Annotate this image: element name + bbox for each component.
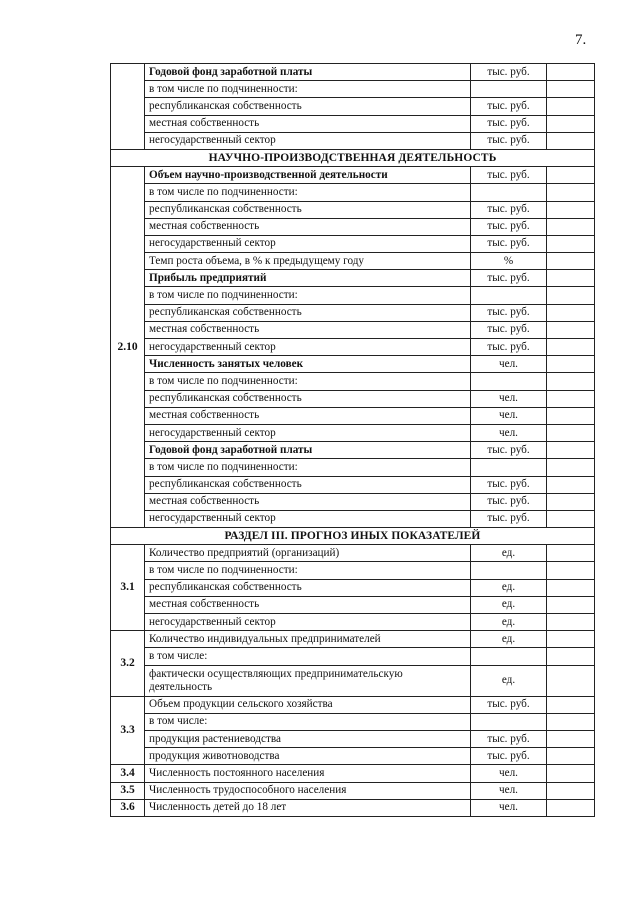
indicator-label: в том числе по подчиненности:	[145, 81, 471, 98]
indicator-label: в том числе по подчиненности:	[145, 287, 471, 304]
table-row	[111, 424, 595, 441]
table-row	[111, 115, 595, 132]
value-cell[interactable]	[547, 373, 595, 390]
value-cell[interactable]	[547, 665, 595, 696]
table-row	[111, 407, 595, 424]
unit-cell: чел.	[471, 799, 547, 816]
indicator-label: негосударственный сектор	[145, 339, 471, 356]
row-number: 3.4	[111, 765, 145, 782]
indicator-label: фактически осуществляющих предпринимательскую деятельность	[145, 665, 471, 696]
table-row	[111, 253, 595, 270]
table-row	[111, 614, 595, 631]
unit-cell: тыс. руб.	[471, 339, 547, 356]
table-row	[111, 648, 595, 665]
unit-cell: тыс. руб.	[471, 167, 547, 184]
value-cell[interactable]	[547, 218, 595, 235]
value-cell[interactable]	[547, 748, 595, 765]
indicator-label: местная собственность	[145, 218, 471, 235]
table-row	[111, 235, 595, 252]
section-header-row	[111, 528, 595, 545]
unit-cell: тыс. руб.	[471, 132, 547, 149]
unit-cell: чел.	[471, 782, 547, 799]
table-row	[111, 339, 595, 356]
row-number: 2.10	[111, 167, 145, 528]
unit-cell	[471, 287, 547, 304]
table-row	[111, 579, 595, 596]
unit-cell: тыс. руб.	[471, 64, 547, 81]
unit-cell: ед.	[471, 579, 547, 596]
unit-cell: тыс. руб.	[471, 493, 547, 510]
indicator-label: Объем продукции сельского хозяйства	[145, 696, 471, 713]
row-number	[111, 64, 145, 150]
indicator-label: негосударственный сектор	[145, 614, 471, 631]
table-row	[111, 390, 595, 407]
value-cell[interactable]	[547, 270, 595, 287]
forecast-table	[110, 63, 595, 817]
row-number: 3.6	[111, 799, 145, 816]
indicator-label: республиканская собственность	[145, 201, 471, 218]
indicator-label: Количество предприятий (организаций)	[145, 545, 471, 562]
unit-cell: тыс. руб.	[471, 696, 547, 713]
unit-cell: тыс. руб.	[471, 270, 547, 287]
value-cell[interactable]	[547, 562, 595, 579]
value-cell[interactable]	[547, 579, 595, 596]
unit-cell	[471, 459, 547, 476]
indicator-label: в том числе по подчиненности:	[145, 373, 471, 390]
unit-cell: тыс. руб.	[471, 321, 547, 338]
value-cell[interactable]	[547, 696, 595, 713]
table-row	[111, 631, 595, 648]
unit-cell	[471, 81, 547, 98]
value-cell[interactable]	[547, 98, 595, 115]
value-cell[interactable]	[547, 253, 595, 270]
value-cell[interactable]	[547, 64, 595, 81]
unit-cell: чел.	[471, 390, 547, 407]
table-row	[111, 545, 595, 562]
unit-cell: тыс. руб.	[471, 201, 547, 218]
value-cell[interactable]	[547, 287, 595, 304]
unit-cell: тыс. руб.	[471, 115, 547, 132]
indicator-label: негосударственный сектор	[145, 132, 471, 149]
indicator-label: в том числе:	[145, 713, 471, 730]
value-cell[interactable]	[547, 407, 595, 424]
unit-cell	[471, 373, 547, 390]
unit-cell: тыс. руб.	[471, 98, 547, 115]
value-cell[interactable]	[547, 424, 595, 441]
table-row	[111, 782, 595, 799]
indicator-label: негосударственный сектор	[145, 424, 471, 441]
unit-cell: тыс. руб.	[471, 304, 547, 321]
table-row	[111, 201, 595, 218]
value-cell[interactable]	[547, 476, 595, 493]
table-row	[111, 132, 595, 149]
row-number: 3.2	[111, 631, 145, 696]
value-cell[interactable]	[547, 339, 595, 356]
value-cell[interactable]	[547, 81, 595, 98]
row-number: 3.3	[111, 696, 145, 765]
table-row	[111, 321, 595, 338]
section-header-row	[111, 149, 595, 166]
value-cell[interactable]	[547, 132, 595, 149]
table-row	[111, 167, 595, 184]
value-cell[interactable]	[547, 442, 595, 459]
table-row	[111, 270, 595, 287]
indicator-label: Годовой фонд заработной платы	[145, 64, 471, 81]
value-cell[interactable]	[547, 782, 595, 799]
value-cell[interactable]	[547, 115, 595, 132]
unit-cell: чел.	[471, 356, 547, 373]
indicator-label: республиканская собственность	[145, 304, 471, 321]
value-cell[interactable]	[547, 184, 595, 201]
table-row	[111, 562, 595, 579]
value-cell[interactable]	[547, 356, 595, 373]
indicator-label: Численность занятых человек	[145, 356, 471, 373]
unit-cell: тыс. руб.	[471, 730, 547, 747]
indicator-label: Численность трудоспособного населения	[145, 782, 471, 799]
table-row	[111, 64, 595, 81]
table-row	[111, 748, 595, 765]
unit-cell: ед.	[471, 596, 547, 613]
indicator-label: республиканская собственность	[145, 98, 471, 115]
unit-cell: ед.	[471, 665, 547, 696]
table-row	[111, 713, 595, 730]
indicator-label: местная собственность	[145, 596, 471, 613]
unit-cell: чел.	[471, 407, 547, 424]
indicator-label: в том числе по подчиненности:	[145, 459, 471, 476]
value-cell[interactable]	[547, 167, 595, 184]
value-cell[interactable]	[547, 390, 595, 407]
unit-cell: тыс. руб.	[471, 218, 547, 235]
indicator-label: местная собственность	[145, 407, 471, 424]
section-title: РАЗДЕЛ III. ПРОГНОЗ ИНЫХ ПОКАЗАТЕЛЕЙ	[111, 528, 595, 545]
unit-cell: тыс. руб.	[471, 510, 547, 527]
indicator-label: местная собственность	[145, 321, 471, 338]
indicator-label: в том числе по подчиненности:	[145, 562, 471, 579]
value-cell[interactable]	[547, 304, 595, 321]
value-cell[interactable]	[547, 799, 595, 816]
unit-cell	[471, 184, 547, 201]
indicator-label: Прибыль предприятий	[145, 270, 471, 287]
table-row	[111, 696, 595, 713]
unit-cell	[471, 562, 547, 579]
table-row	[111, 765, 595, 782]
value-cell[interactable]	[547, 321, 595, 338]
indicator-label: негосударственный сектор	[145, 235, 471, 252]
table-row	[111, 799, 595, 816]
value-cell[interactable]	[547, 545, 595, 562]
page-number: 7.	[575, 32, 587, 48]
table-row	[111, 665, 595, 696]
unit-cell: ед.	[471, 631, 547, 648]
unit-cell	[471, 648, 547, 665]
row-number: 3.5	[111, 782, 145, 799]
value-cell[interactable]	[547, 459, 595, 476]
unit-cell	[471, 713, 547, 730]
value-cell[interactable]	[547, 648, 595, 665]
indicator-label: местная собственность	[145, 493, 471, 510]
table-row	[111, 459, 595, 476]
table-row	[111, 493, 595, 510]
table-row	[111, 373, 595, 390]
section-title: НАУЧНО-ПРОИЗВОДСТВЕННАЯ ДЕЯТЕЛЬНОСТЬ	[111, 149, 595, 166]
indicator-label: негосударственный сектор	[145, 510, 471, 527]
value-cell[interactable]	[547, 765, 595, 782]
value-cell[interactable]	[547, 614, 595, 631]
unit-cell: %	[471, 253, 547, 270]
indicator-label: Годовой фонд заработной платы	[145, 442, 471, 459]
table-row	[111, 81, 595, 98]
indicator-label: республиканская собственность	[145, 476, 471, 493]
table-row	[111, 476, 595, 493]
indicator-label: республиканская собственность	[145, 390, 471, 407]
indicator-label: Численность детей до 18 лет	[145, 799, 471, 816]
indicator-label: продукция растениеводства	[145, 730, 471, 747]
table-row	[111, 510, 595, 527]
value-cell[interactable]	[547, 493, 595, 510]
value-cell[interactable]	[547, 596, 595, 613]
indicator-label: Темп роста объема, в % к предыдущему году	[145, 253, 471, 270]
unit-cell: тыс. руб.	[471, 748, 547, 765]
value-cell[interactable]	[547, 631, 595, 648]
unit-cell: чел.	[471, 765, 547, 782]
indicator-label: в том числе:	[145, 648, 471, 665]
unit-cell: тыс. руб.	[471, 476, 547, 493]
value-cell[interactable]	[547, 201, 595, 218]
unit-cell: чел.	[471, 424, 547, 441]
indicator-label: местная собственность	[145, 115, 471, 132]
unit-cell: тыс. руб.	[471, 235, 547, 252]
indicator-label: продукция животноводства	[145, 748, 471, 765]
table-row	[111, 356, 595, 373]
value-cell[interactable]	[547, 235, 595, 252]
indicator-label: республиканская собственность	[145, 579, 471, 596]
unit-cell: ед.	[471, 545, 547, 562]
indicator-label: Объем научно-производственной деятельности	[145, 167, 471, 184]
unit-cell: ед.	[471, 614, 547, 631]
row-number: 3.1	[111, 545, 145, 631]
indicator-label: Численность постоянного населения	[145, 765, 471, 782]
table-row	[111, 304, 595, 321]
value-cell[interactable]	[547, 730, 595, 747]
indicator-label: в том числе по подчиненности:	[145, 184, 471, 201]
table-row	[111, 287, 595, 304]
value-cell[interactable]	[547, 713, 595, 730]
table-row	[111, 184, 595, 201]
table-row	[111, 98, 595, 115]
table-row	[111, 218, 595, 235]
table-row	[111, 730, 595, 747]
indicator-label: Количество индивидуальных предпринимателей	[145, 631, 471, 648]
unit-cell: тыс. руб.	[471, 442, 547, 459]
table-row	[111, 596, 595, 613]
table-row	[111, 442, 595, 459]
value-cell[interactable]	[547, 510, 595, 527]
